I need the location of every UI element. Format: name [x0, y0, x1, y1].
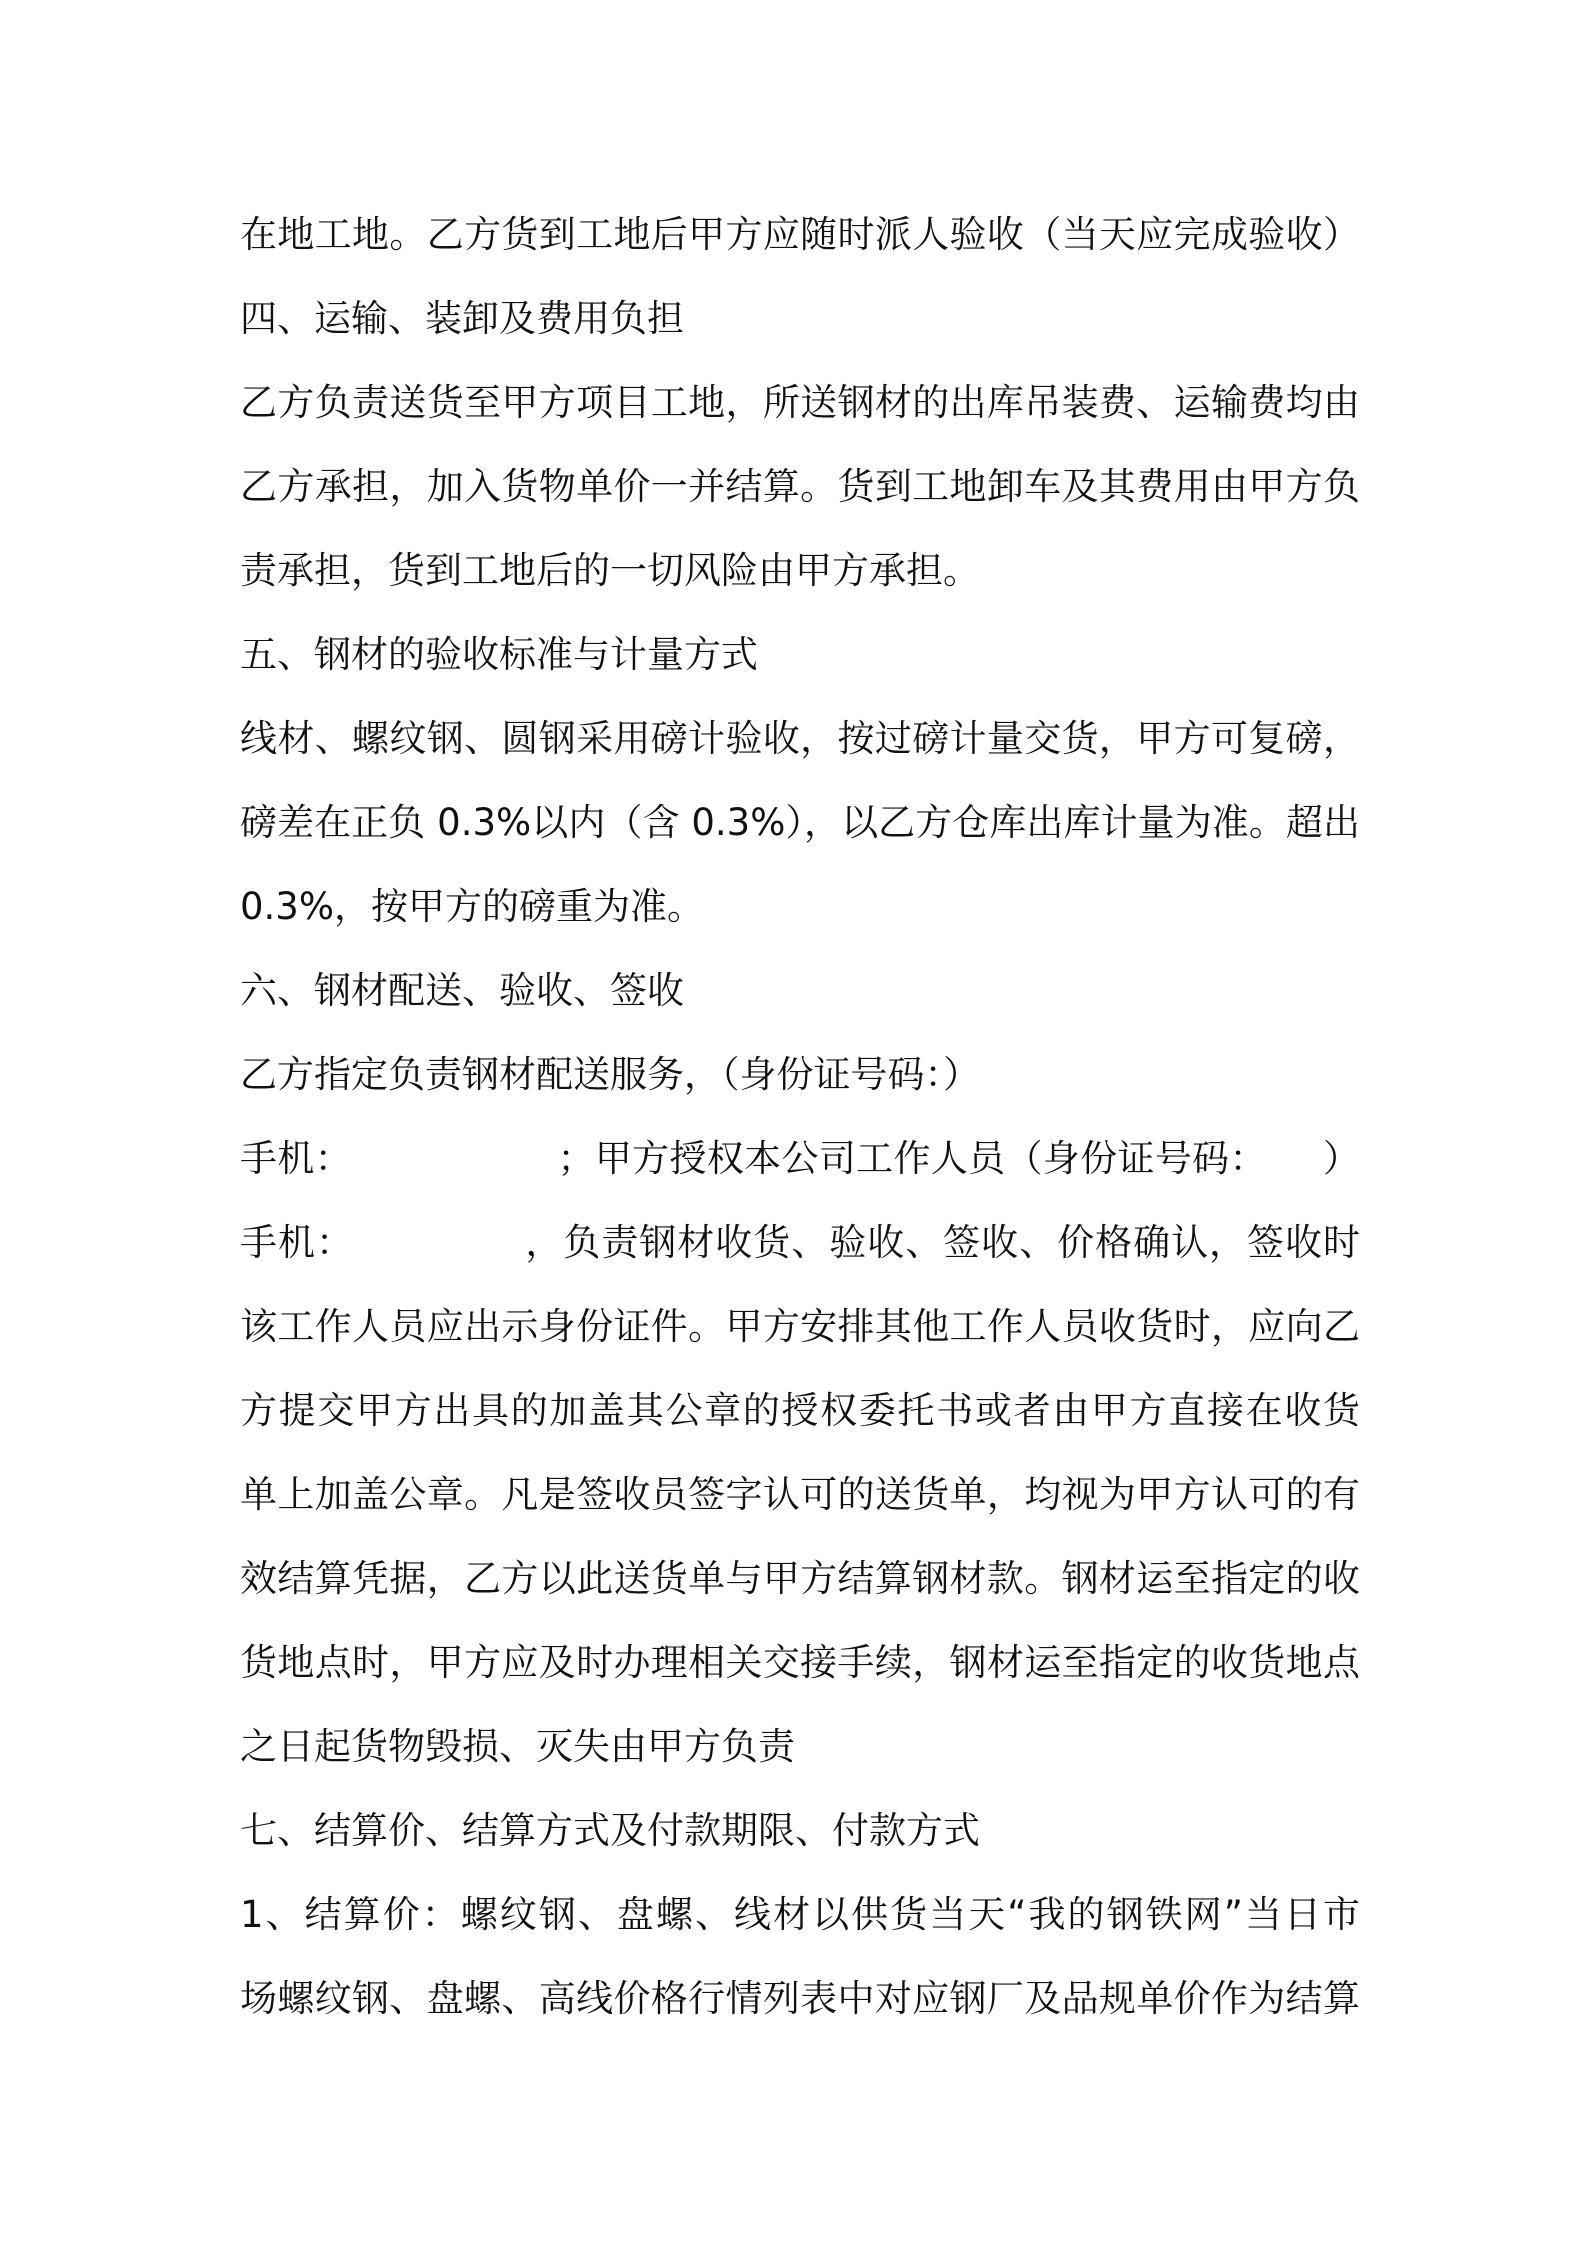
section-heading: 七、结算价、结算方式及付款期限、付款方式 — [240, 1809, 980, 1852]
paragraph-line: 线材、螺纹钢、圆钢采用磅计验收，按过磅计量交货，甲方可复磅， — [240, 717, 1360, 760]
paragraph-line: 磅差在正负 0.3%以内（含 0.3%），以乙方仓库出库计量为准。超出 — [240, 801, 1360, 844]
section-heading: 五、钢材的验收标准与计量方式 — [240, 633, 758, 676]
paragraph-line: 乙方承担，加入货物单价一并结算。货到工地卸车及其费用由甲方负 — [240, 465, 1360, 508]
paragraph-line: 在地工地。乙方货到工地后甲方应随时派人验收（当天应完成验收） — [240, 213, 1360, 256]
section-heading: 四、运输、装卸及费用负担 — [240, 297, 684, 340]
paragraph-line: 0.3%，按甲方的磅重为准。 — [240, 885, 704, 928]
paragraph-line: 货地点时，甲方应及时办理相关交接手续，钢材运至指定的收货地点 — [240, 1641, 1360, 1684]
paragraph-line: 该工作人员应出示身份证件。甲方安排其他工作人员收货时，应向乙 — [240, 1305, 1360, 1348]
paragraph-line: 之日起货物毁损、灭失由甲方负责 — [240, 1725, 795, 1768]
paragraph-line: 手机： ，负责钢材收货、验收、签收、价格确认，签收时 — [240, 1221, 1360, 1264]
paragraph-line: 方提交甲方出具的加盖其公章的授权委托书或者由甲方直接在收货 — [240, 1389, 1360, 1432]
paragraph-line: 效结算凭据，乙方以此送货单与甲方结算钢材款。钢材运至指定的收 — [240, 1557, 1360, 1600]
paragraph-line: 责承担，货到工地后的一切风险由甲方承担。 — [240, 549, 980, 592]
paragraph-line: 1、结算价：螺纹钢、盘螺、线材以供货当天“我的钢铁网”当日市 — [240, 1893, 1360, 1936]
paragraph-line: 乙方负责送货至甲方项目工地，所送钢材的出库吊装费、运输费均由 — [240, 381, 1360, 424]
section-heading: 六、钢材配送、验收、签收 — [240, 969, 684, 1012]
document-body — [240, 193, 1360, 2041]
paragraph-line: 场螺纹钢、盘螺、高线价格行情列表中对应钢厂及品规单价作为结算 — [240, 1977, 1360, 2020]
paragraph-line: 乙方指定负责钢材配送服务，（身份证号码：） — [240, 1053, 980, 1096]
paragraph-line: 手机： ；甲方授权本公司工作人员（身份证号码： ） — [240, 1137, 1360, 1180]
paragraph-line: 单上加盖公章。凡是签收员签字认可的送货单，均视为甲方认可的有 — [240, 1473, 1360, 1516]
